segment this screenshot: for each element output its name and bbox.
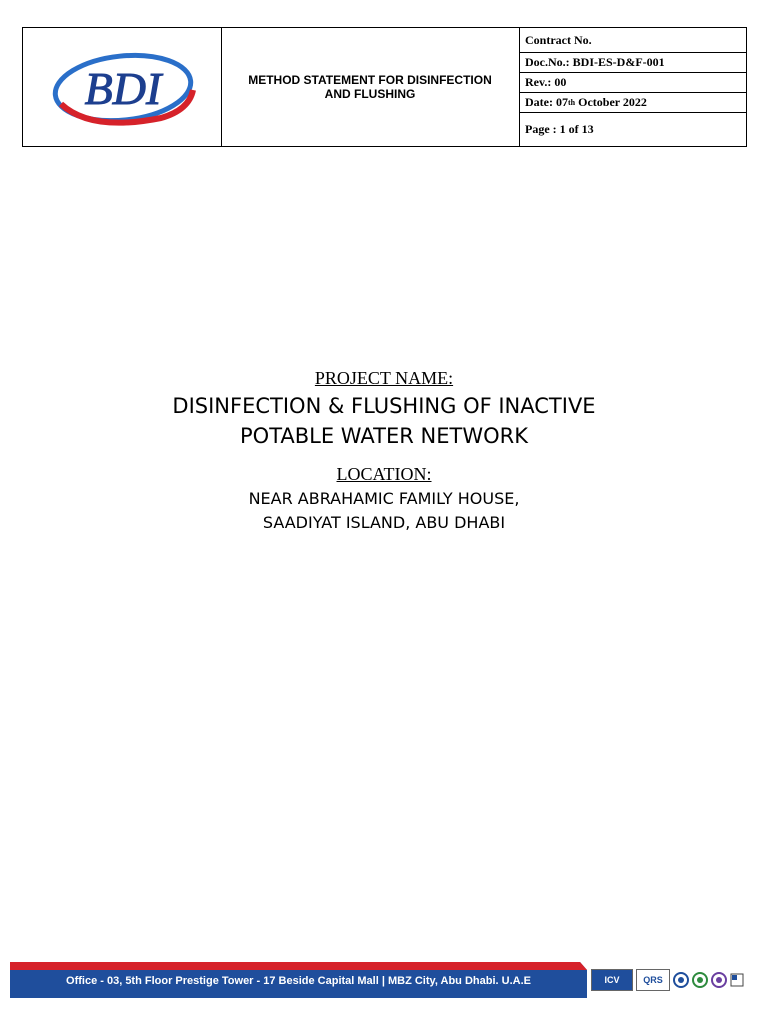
location-section	[0, 464, 768, 535]
location-line-1: NEAR ABRAHAMIC FAMILY HOUSE,	[248, 489, 520, 508]
project-section	[0, 368, 768, 451]
iso-seal-icon-1	[673, 972, 689, 988]
icv-badge: ICV	[591, 969, 633, 991]
location-line-2: SAADIYAT ISLAND, ABU DHABI	[262, 513, 506, 532]
certification-flag-icon	[730, 972, 744, 988]
project-line-2: POTABLE WATER NETWORK	[240, 424, 528, 448]
doc-no: Doc.No.: BDI-ES-D&F-001	[519, 53, 746, 73]
document-title-cell	[221, 28, 520, 146]
bdi-logo	[51, 48, 196, 128]
project-label: PROJECT NAME:	[314, 368, 454, 388]
iso-seal-icon-3	[711, 972, 727, 988]
logo-text: BDI	[84, 63, 162, 114]
project-line-1: DISINFECTION & FLUSHING OF INACTIVE	[172, 394, 596, 418]
date: Date: 07 th October 2022	[519, 93, 746, 113]
location-label: LOCATION:	[336, 464, 432, 484]
document-meta	[519, 28, 746, 146]
document-title: METHOD STATEMENT FOR DISINFECTION AND FLUSHING	[248, 73, 492, 101]
iso-seal-icon-2	[692, 972, 708, 988]
logo-cell	[23, 28, 222, 146]
qrs-badge: QRS	[636, 969, 670, 991]
revision: Rev.: 00	[519, 73, 746, 93]
document-header	[22, 27, 747, 147]
certification-badges	[591, 966, 746, 994]
contract-no: Contract No.	[519, 28, 746, 53]
footer-address: Office - 03, 5th Floor Prestige Tower - 17 Beside Capital Mall | MBZ City, Abu Dhabi. U.A.E	[66, 975, 531, 987]
page-number: Page : 1 of 13	[525, 122, 594, 136]
